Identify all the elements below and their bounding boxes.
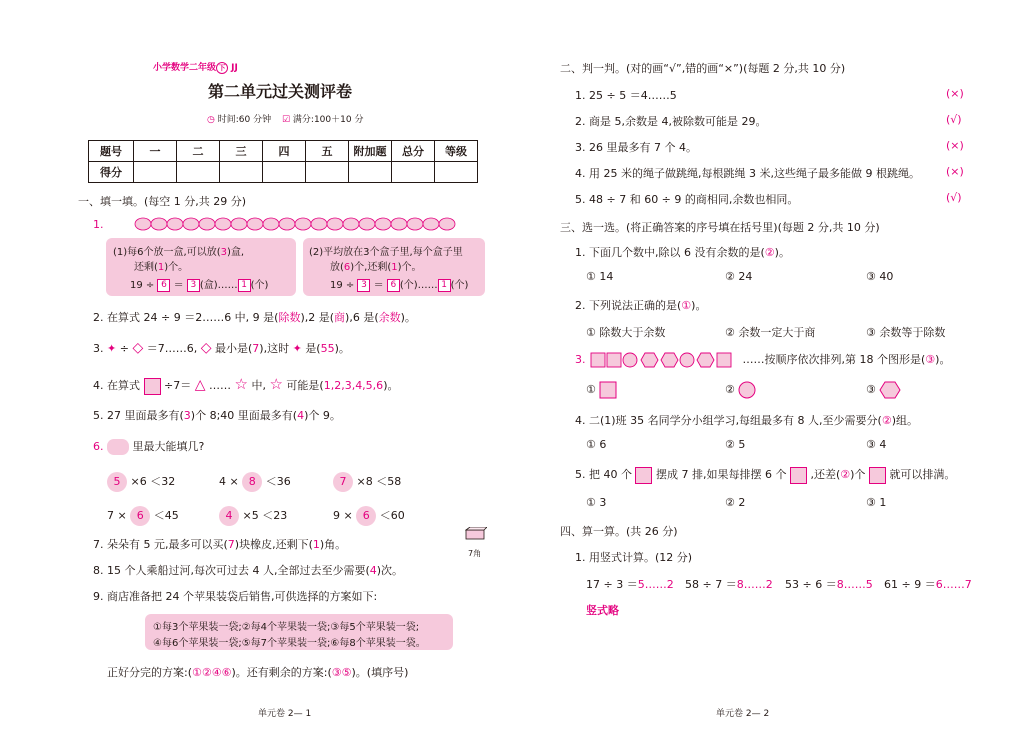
score-header-cell: 附加题 <box>349 141 392 162</box>
q7: 7. 朵朵有 5 元,最多可以买(7)块橡皮,还剩下(1)角。 <box>93 538 347 551</box>
choice-q1: 1. 下面几个数中,除以 6 没有余数的是(②)。 <box>575 246 790 259</box>
triangle-icon: △ <box>194 377 206 393</box>
q2: 2. 在算式 24 ÷ 9 ＝2……6 中, 9 是(除数),2 是(商),6 是(余数)。 <box>93 311 416 324</box>
choice-option[interactable]: ① 14 <box>586 270 614 283</box>
circle-shape-icon <box>738 381 756 399</box>
judge-answer: (√) <box>946 113 962 126</box>
choice-option[interactable]: ② 5 <box>725 438 746 451</box>
sparkle-icon: ✦ <box>292 342 302 355</box>
calc-item: 61 ÷ 9 ＝6……7 <box>884 578 972 591</box>
score-header-cell: 等级 <box>435 141 478 162</box>
diamond-icon: ◇ <box>200 340 212 356</box>
q5: 5. 27 里面最多有(3)个 8;40 里面最多有(4)个 9。 <box>93 409 341 422</box>
section-2-heading: 二、判一判。(对的画“√”,错的画“×”)(每题 2 分,共 10 分) <box>560 62 846 75</box>
q1-part2-line2: 放(6)个,还剩(1)个。 <box>330 262 422 273</box>
judge-item: 4. 用 25 米的绳子做跳绳,每根跳绳 3 米,这些绳子最多能做 9 根跳绳。 <box>575 167 920 180</box>
score-table <box>88 140 478 183</box>
footer-left: 单元卷 2— 1 <box>258 709 312 719</box>
diamond-icon: ◇ <box>132 340 144 356</box>
score-header-cell: 四 <box>263 141 306 162</box>
choice-option[interactable]: ① <box>586 381 617 399</box>
choice-option[interactable]: ③ 余数等于除数 <box>866 326 946 339</box>
choice-q4: 4. 二(1)班 35 名同学分小组学习,每组最多有 8 人,至少需要分(②)组。 <box>575 414 919 427</box>
checkbox-icon: ☑ <box>281 115 291 125</box>
score-cell[interactable] <box>263 162 306 183</box>
q9-options-line2: ④每6个苹果装一袋;⑤每7个苹果装一袋;⑥每8个苹果装一袋。 <box>153 638 426 649</box>
choice-option[interactable]: ① 除数大于余数 <box>586 326 666 339</box>
pig-icons <box>134 215 459 233</box>
score-header-cell: 题号 <box>89 141 134 162</box>
q6-item: 9 × 6 ＜60 <box>333 506 405 526</box>
choice-option[interactable]: ② 24 <box>725 270 753 283</box>
subject-label: 小学数学二年级 下 JJ <box>153 63 238 73</box>
score-cell[interactable] <box>435 162 478 183</box>
q6-item: 4 × 8 ＜36 <box>219 472 291 492</box>
grade-badge: 下 <box>216 62 228 74</box>
judge-item: 2. 商是 5,余数是 4,被除数可能是 29。 <box>575 115 767 128</box>
score-header-cell: 五 <box>306 141 349 162</box>
footer-right: 单元卷 2— 2 <box>716 709 770 719</box>
pig-icon <box>107 439 129 455</box>
judge-item: 5. 48 ÷ 7 和 60 ÷ 9 的商相同,余数也相同。 <box>575 193 799 206</box>
section-1-heading: 一、填一填。(每空 1 分,共 29 分) <box>78 195 247 208</box>
calc-item: 58 ÷ 7 ＝8……2 <box>685 578 773 591</box>
choice-option[interactable]: ③ <box>866 381 901 399</box>
q1-part1-equation: 19 ÷ 6 ＝ 3 (盒)…… 1 (个) <box>130 279 269 291</box>
q8: 8. 15 个人乘船过河,每次可过去 4 人,全部过去至少需要(4)次。 <box>93 564 404 577</box>
square-icon <box>869 467 886 484</box>
q3: 3. ✦ ÷ ◇ ＝7……6, ◇ 最小是(7),这时 ✦ 是(55)。 <box>93 340 350 356</box>
q9-answer: 正好分完的方案:(①②④⑥)。还有剩余的方案:(③⑤)。(填序号) <box>107 666 409 679</box>
judge-answer: (×) <box>946 165 964 178</box>
score-header-cell: 二 <box>177 141 220 162</box>
score-cell[interactable] <box>134 162 177 183</box>
q1-part2-line1: (2)平均放在3个盒子里,每个盒子里 <box>309 247 463 258</box>
calc-note: 竖式略 <box>586 604 619 617</box>
hexagon-shape-icon <box>879 381 901 399</box>
score-cell[interactable] <box>306 162 349 183</box>
judge-item: 1. 25 ÷ 5 ＝4……5 <box>575 89 677 102</box>
calc-item: 17 ÷ 3 ＝5……2 <box>586 578 674 591</box>
q6-item: 5 ×6 ＜32 <box>107 472 175 492</box>
score-row-label: 得分 <box>89 162 134 183</box>
score-cell[interactable] <box>177 162 220 183</box>
sparkle-icon: ✦ <box>107 342 117 355</box>
choice-option[interactable]: ③ 4 <box>866 438 887 451</box>
page-title: 第二单元过关测评卷 <box>208 82 353 101</box>
score-cell[interactable] <box>349 162 392 183</box>
eraser-icon <box>465 527 487 544</box>
q6: 6. 里最大能填几? <box>93 440 205 453</box>
shape-sequence <box>589 352 739 368</box>
score-header-cell: 一 <box>134 141 177 162</box>
square-shape-icon <box>599 381 617 399</box>
q6-item: 7 × 6 ＜45 <box>107 506 179 526</box>
score-header-cell: 总分 <box>392 141 435 162</box>
square-icon <box>144 378 161 395</box>
q1-part2-equation: 19 ÷ 3 ＝ 6 (个)…… 1 (个) <box>330 279 469 291</box>
choice-option[interactable]: ① 6 <box>586 438 607 451</box>
eraser-price: 7角 <box>468 549 482 558</box>
score-header-cell: 三 <box>220 141 263 162</box>
section-4-sub: 1. 用竖式计算。(12 分) <box>575 551 693 564</box>
pig-row <box>134 215 459 236</box>
square-icon <box>635 467 652 484</box>
q1-part1-line2: 还剩(1)个。 <box>134 262 189 273</box>
score-cell[interactable] <box>220 162 263 183</box>
q6-item: 4 ×5 ＜23 <box>219 506 287 526</box>
score-cell[interactable] <box>392 162 435 183</box>
square-icon <box>790 467 807 484</box>
choice-option[interactable]: ③ 1 <box>866 496 887 509</box>
choice-option[interactable]: ② <box>725 381 756 399</box>
section-3-heading: 三、选一选。(将正确答案的序号填在括号里)(每题 2 分,共 10 分) <box>560 221 880 234</box>
choice-q3: 3. ……按顺序依次排列,第 18 个图形是(③)。 <box>575 353 951 366</box>
choice-option[interactable]: ② 余数一定大于商 <box>725 326 816 339</box>
q1-number: 1. <box>93 218 104 231</box>
judge-answer: (×) <box>946 139 964 152</box>
q9: 9. 商店准备把 24 个苹果装袋后销售,可供选择的方案如下: <box>93 590 378 603</box>
q9-options-line1: ①每3个苹果装一袋;②每4个苹果装一袋;③每5个苹果装一袋; <box>153 622 420 633</box>
q4: 4. 在算式 ÷7＝ △ …… ☆ 中, ☆ 可能是(1,2,3,4,5,6)。 <box>93 375 399 393</box>
section-4-heading: 四、算一算。(共 26 分) <box>560 525 678 538</box>
choice-option[interactable]: ③ 40 <box>866 270 894 283</box>
q6-item: 7 ×8 ＜58 <box>333 472 401 492</box>
q1-part1-line1: (1)每6个放一盒,可以放(3)盒, <box>113 247 245 258</box>
choice-q2: 2. 下列说法正确的是(①)。 <box>575 299 707 312</box>
star-icon: ☆ <box>234 375 248 393</box>
clock-icon: ◷ <box>207 115 215 125</box>
choice-option[interactable]: ① 3 <box>586 496 607 509</box>
exam-meta: ◷ 时间:60 分钟 ☑ 满分:100＋10 分 <box>207 115 364 125</box>
judge-answer: (√) <box>946 191 962 204</box>
choice-q5: 5. 把 40 个 摆成 7 排,如果每排摆 6 个 ,还差(②)个 就可以排满。 <box>575 466 955 484</box>
star-icon: ☆ <box>269 375 283 393</box>
calc-item: 53 ÷ 6 ＝8……5 <box>785 578 873 591</box>
judge-item: 3. 26 里最多有 7 个 4。 <box>575 141 697 154</box>
choice-option[interactable]: ② 2 <box>725 496 746 509</box>
judge-answer: (×) <box>946 87 964 100</box>
